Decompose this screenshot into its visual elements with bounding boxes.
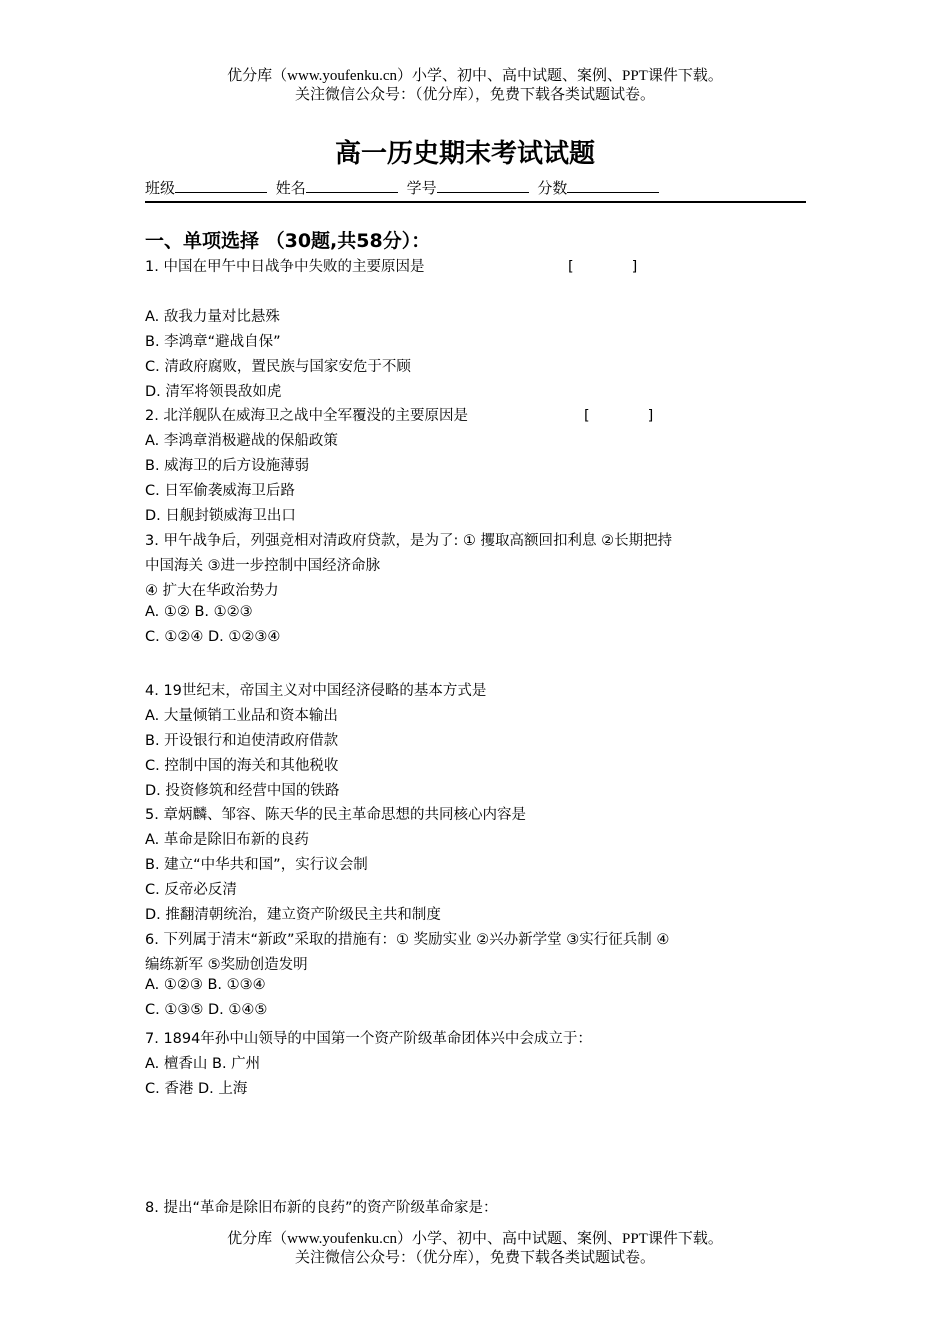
header-line-1: 优分库（www.youfenku.cn）小学、初中、高中试题、案例、PPT课件下载。 <box>227 68 723 84</box>
id-label: 学号 <box>406 179 437 197</box>
option-line: A. 李鸿章消极避战的保船政策 <box>145 433 338 449</box>
option-line: D. 投资修筑和经营中国的铁路 <box>145 783 340 799</box>
option-line: B. 威海卫的后方设施薄弱 <box>145 458 310 474</box>
section-heading: 一、单项选择 （30题,共58分）： <box>145 230 431 252</box>
option-line: B. 开设银行和迫使清政府借款 <box>145 733 339 749</box>
question-line: 2. 北洋舰队在威海卫之战中全军覆没的主要原因是 <box>145 408 468 424</box>
option-line: D. 日舰封锁威海卫出口 <box>145 508 296 524</box>
footer-line-1: 优分库（www.youfenku.cn）小学、初中、高中试题、案例、PPT课件下载。 <box>227 1231 723 1247</box>
option-line: C. 日军偷袭威海卫后路 <box>145 483 295 499</box>
option-line: B. 建立“中华共和国”，实行议会制 <box>145 857 368 873</box>
option-line: A. ①②③ B. ①③④ <box>145 977 266 993</box>
option-line: A. 革命是除旧布新的良药 <box>145 832 309 848</box>
question-line: 6. 下列属于清末“新政”采取的措施有：① 奖励实业 ②兴办新学堂 ③实行征兵制 ④ <box>145 932 670 948</box>
class-label: 班级 <box>145 179 176 197</box>
score-label: 分数 <box>537 179 568 197</box>
option-line: A. 檀香山 B. 广州 <box>145 1056 261 1072</box>
question-line: 5. 章炳麟、邹容、陈天华的民主革命思想的共同核心内容是 <box>145 807 526 823</box>
option-line: C. 清政府腐败，置民族与国家安危于不顾 <box>145 359 411 375</box>
id-blank[interactable] <box>437 178 529 193</box>
option-line: A. 敌我力量对比悬殊 <box>145 309 280 325</box>
option-line: C. ①③⑤ D. ①④⑤ <box>145 1002 268 1018</box>
class-blank[interactable] <box>175 178 267 193</box>
question-line: 中国海关 ③进一步控制中国经济命脉 <box>145 558 381 574</box>
option-line: A. 大量倾销工业品和资本输出 <box>145 708 338 724</box>
question-line: ④ 扩大在华政治势力 <box>145 583 279 599</box>
student-info-row <box>145 178 806 203</box>
option-line: C. ①②④ D. ①②③④ <box>145 629 281 645</box>
option-line: B. 李鸿章“避战自保” <box>145 334 281 350</box>
option-line: D. 推翻清朝统治，建立资产阶级民主共和制度 <box>145 907 441 923</box>
question-line: 4. 19世纪末，帝国主义对中国经济侵略的基本方式是 <box>145 683 487 699</box>
question-line: 7. 1894年孙中山领导的中国第一个资产阶级革命团体兴中会成立于： <box>145 1031 592 1047</box>
score-blank[interactable] <box>567 178 659 193</box>
option-line: C. 香港 D. 上海 <box>145 1081 248 1097</box>
answer-bracket[interactable]: [ ] <box>584 408 654 424</box>
answer-bracket[interactable]: [ ] <box>568 259 638 275</box>
question-line: 1. 中国在甲午中日战争中失败的主要原因是 <box>145 259 425 275</box>
option-line: D. 清军将领畏敌如虎 <box>145 384 282 400</box>
option-line: C. 控制中国的海关和其他税收 <box>145 758 339 774</box>
page-title: 高一历史期末考试试题 <box>334 139 595 169</box>
header-line-2: 关注微信公众号：（优分库），免费下载各类试题试卷。 <box>294 87 655 103</box>
footer-line-2: 关注微信公众号：（优分库），免费下载各类试题试卷。 <box>294 1250 655 1266</box>
page-header <box>0 67 950 105</box>
question-line: 编练新军 ⑤奖励创造发明 <box>145 957 308 973</box>
option-line: A. ①② B. ①②③ <box>145 604 253 620</box>
name-blank[interactable] <box>306 178 398 193</box>
question-line: 8. 提出“革命是除旧布新的良药”的资产阶级革命家是： <box>145 1200 498 1216</box>
page-footer <box>0 1230 950 1268</box>
option-line: C. 反帝必反清 <box>145 882 237 898</box>
question-line: 3. 甲午战争后，列强竞相对清政府贷款，是为了: ① 攫取高额回扣利息 ②长期把持 <box>145 533 673 549</box>
name-label: 姓名 <box>275 179 306 197</box>
